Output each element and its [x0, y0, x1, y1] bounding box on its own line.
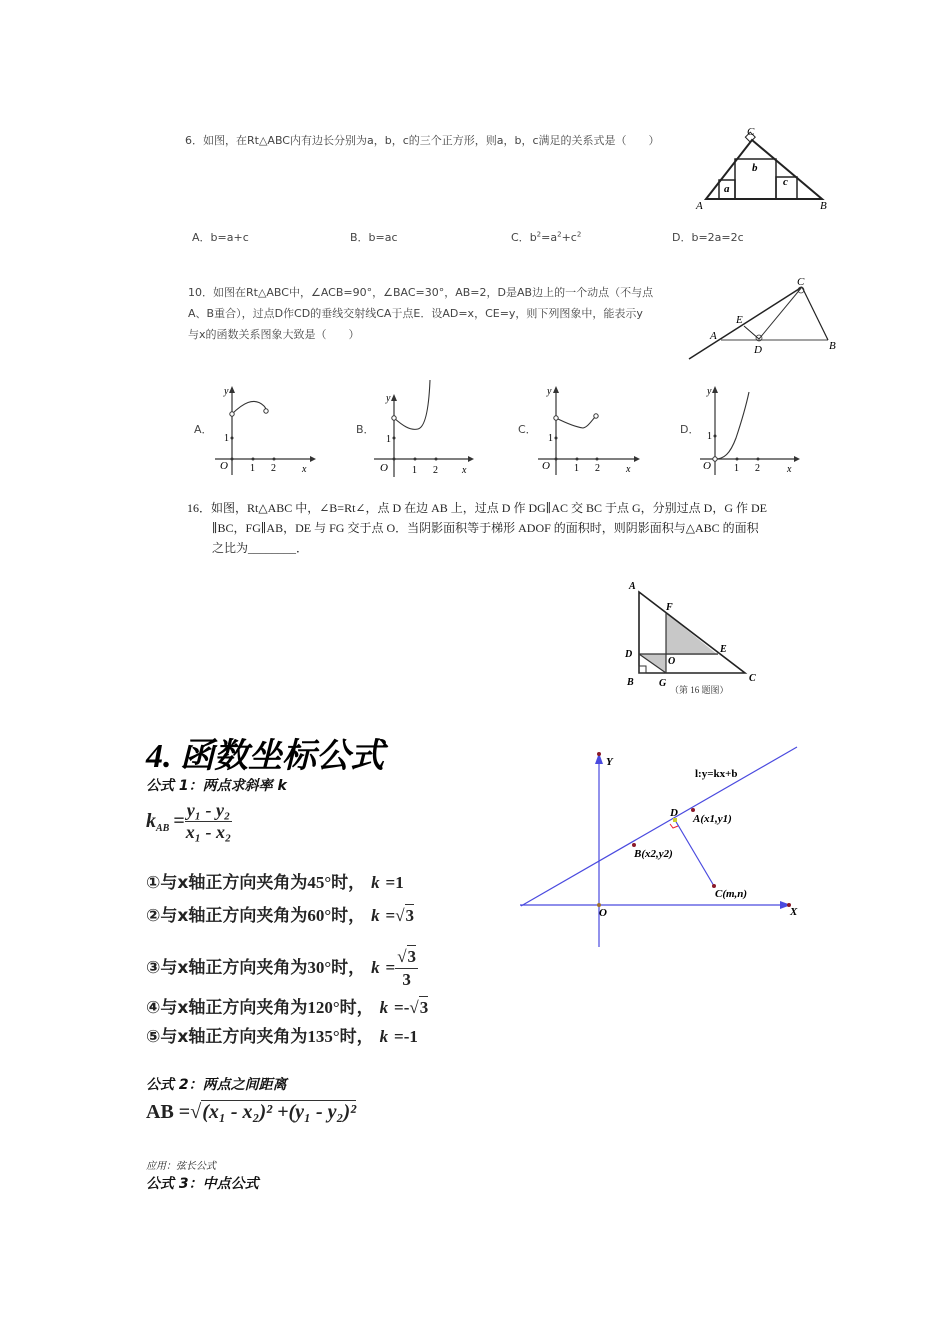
segment-dc	[675, 820, 714, 886]
q10-graph-b	[372, 375, 482, 480]
svg-text:1: 1	[574, 463, 579, 474]
svg-text:O: O	[380, 462, 388, 474]
svg-text:1: 1	[386, 434, 391, 445]
q10-graph-c-label: C．	[518, 423, 537, 436]
point-a	[691, 808, 695, 812]
svg-text:1: 1	[734, 463, 739, 474]
q6-figure	[690, 125, 840, 215]
svg-text:E: E	[720, 644, 727, 655]
svg-text:O: O	[668, 656, 676, 667]
formula3-title: 公式 3：中点公式	[146, 1176, 259, 1192]
q16-figure	[615, 575, 765, 700]
q6-option-d: D．b=2a=2c	[672, 231, 744, 244]
svg-text:O: O	[542, 460, 550, 472]
svg-text:D: D	[670, 807, 678, 819]
q10-graph-b-label: B．	[356, 423, 375, 436]
rule-135: ⑤与x轴正方向夹角为135°时， k =-1	[146, 1027, 418, 1047]
svg-text:1: 1	[412, 465, 417, 476]
distance-formula: AB =√(x₁ - x₂)² +(y₁ - y₂)²	[146, 1101, 357, 1123]
svg-text:O: O	[220, 460, 228, 472]
svg-text:x: x	[626, 464, 631, 475]
svg-text:x: x	[462, 465, 467, 476]
label-C: C	[797, 276, 805, 288]
label-E: E	[736, 314, 743, 326]
label-A: A	[696, 200, 703, 212]
svg-text:C(m,n): C(m,n)	[715, 888, 748, 900]
rule-60: ②与x轴正方向夹角为60°时， k =√3	[146, 906, 415, 926]
formula2-title: 公式 2：两点之间距离	[146, 1077, 287, 1093]
formula1-title: 公式 1：两点求斜率 k	[146, 778, 287, 794]
point-b	[632, 843, 636, 847]
q6-option-a: A．b=a+c	[192, 231, 249, 244]
q6-text: 6．如图，在Rt△ABC内有边长分别为a，b，c的三个正方形，则a，b，c满足的关系式是（ ）	[185, 134, 660, 147]
label-C: C	[747, 126, 755, 138]
label-B: B	[820, 200, 827, 212]
svg-text:Y: Y	[606, 756, 613, 768]
svg-text:X: X	[790, 906, 798, 918]
q10-graph-c	[534, 380, 644, 475]
svg-text:1: 1	[224, 433, 229, 444]
svg-text:y: y	[386, 393, 391, 404]
label-D: D	[754, 344, 762, 356]
svg-text:1: 1	[548, 433, 553, 444]
point-y	[597, 752, 601, 756]
q6-option-c: C．$b^2=a^2+c^2$	[511, 230, 582, 244]
application-note: 应用：弦长公式	[146, 1161, 216, 1172]
line-diagram	[515, 740, 805, 950]
svg-text:x: x	[302, 464, 307, 475]
q10-graph-a-label: A．	[194, 423, 213, 436]
label-c: c	[783, 176, 788, 188]
svg-text:2: 2	[595, 463, 600, 474]
q6-option-b: B．b=ac	[350, 231, 398, 244]
rule-30: ③与x轴正方向夹角为 30° 时， k = $\frac{√3}{3}$	[146, 947, 417, 989]
svg-text:2: 2	[755, 463, 760, 474]
line-l	[521, 747, 797, 906]
svg-text:B(x2,y2): B(x2,y2)	[634, 848, 673, 860]
label-B: B	[829, 340, 836, 352]
svg-text:O: O	[599, 907, 607, 919]
svg-text:l:y=kx+b: l:y=kx+b	[695, 768, 738, 780]
q10-graph-d	[698, 380, 808, 475]
svg-text:A: A	[629, 581, 636, 592]
svg-text:D: D	[625, 649, 633, 660]
svg-text:y: y	[224, 386, 229, 397]
label-a: a	[724, 183, 730, 195]
svg-text:B: B	[627, 677, 634, 688]
svg-text:x: x	[787, 464, 792, 475]
svg-text:C: C	[749, 673, 756, 684]
segment-ed	[744, 326, 759, 339]
slope-formula: k AB = $\frac{\text{y₁ - y₂}}{\text{x₁ - x₂}}$	[146, 800, 232, 842]
q10-graph-a	[210, 380, 320, 475]
svg-text:2: 2	[433, 465, 438, 476]
svg-text:1: 1	[250, 463, 255, 474]
svg-text:2: 2	[271, 463, 276, 474]
section-title: 4. 函数坐标公式	[146, 738, 384, 775]
rule-45: ①与x轴正方向夹角为45°时， k =1	[146, 873, 404, 893]
q16-text: 16．如图，Rt△ABC 中，∠B=Rt∠，点 D 在边 AB 上，过点 D 作 DG∥AC 交 BC 于点 G，分别过点 D，G 作 DE ∥BC，FG∥AB，DE 与 FG 交于点 O．当阴影面积等于梯形 ADOF 的面积时，则阴影面积与△ABC 的面积 之比为________．	[187, 501, 768, 555]
ray-ca	[689, 287, 802, 359]
svg-text:G: G	[659, 678, 667, 689]
svg-text:A(x1,y1): A(x1,y1)	[693, 813, 732, 825]
angle-rules	[146, 872, 428, 1048]
q10-graph-d-label: D．	[680, 423, 700, 436]
svg-text:O: O	[703, 460, 711, 472]
segment-cb	[802, 287, 828, 340]
rule-120: ④与x轴正方向夹角为120°时， k =-√3	[146, 998, 429, 1018]
q10-figure	[685, 275, 845, 365]
svg-text:y: y	[547, 386, 552, 397]
svg-text:（第 16 题图）: （第 16 题图）	[670, 685, 729, 695]
svg-text:1: 1	[707, 431, 712, 442]
q10-text: 10．如图在Rt△ABC中，∠ACB=90°，∠BAC=30°，AB=2，D是AB边上的一个动点（不与点 A、B重合），过点D作CD的垂线交射线CA于点E．设AD=x，CE=y，则下列图象中，能表示y 与x的函数关系图象大致是（ ）	[188, 286, 654, 341]
svg-text:y: y	[707, 386, 712, 397]
segment-dc	[759, 287, 802, 339]
label-b: b	[752, 162, 758, 174]
svg-text:F: F	[666, 602, 673, 613]
label-A: A	[710, 330, 717, 342]
